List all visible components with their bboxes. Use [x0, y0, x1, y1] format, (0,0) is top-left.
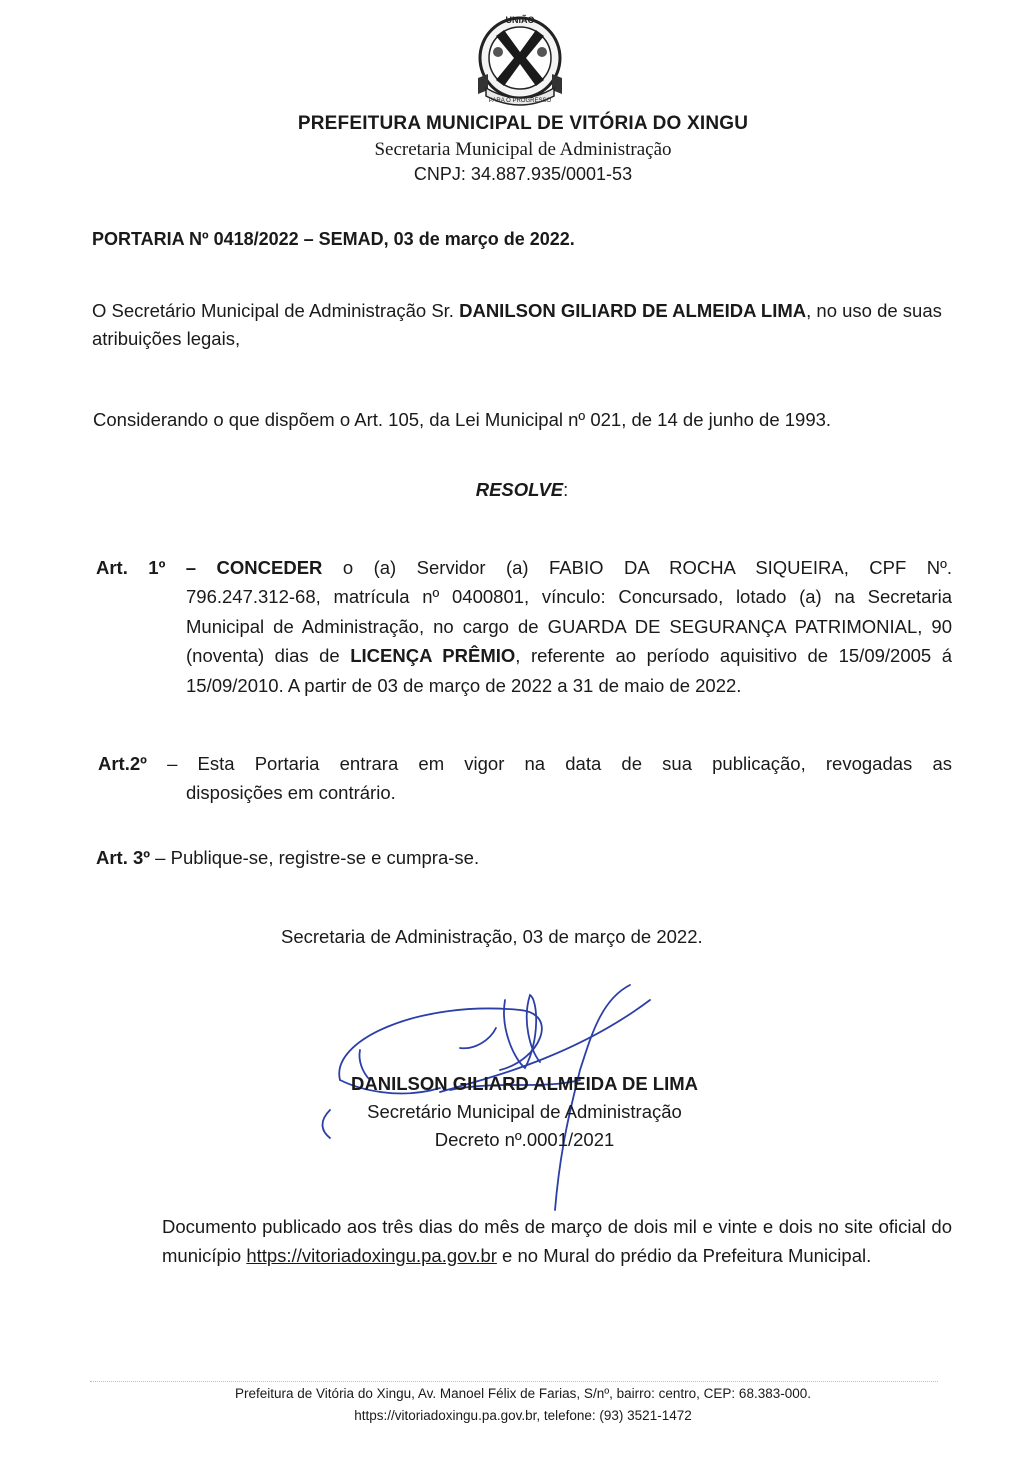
article-1-first-line-text: o (a) Servidor (a) FABIO DA ROCHA SIQUEIRA, CPF Nº.	[322, 557, 953, 578]
article-2-body: disposições em contrário.	[186, 782, 396, 803]
article-1-label: Art. 1º –	[96, 557, 197, 578]
header-title: PREFEITURA MUNICIPAL DE VITÓRIA DO XINGU	[297, 113, 749, 134]
publication-text-before: Documento publicado aos três dias do mês de março de dois mil e vinte e dois no site oficial do município	[162, 1216, 952, 1266]
resolve-heading	[0, 479, 1028, 501]
article-3-text: – Publique-se, registre-se e cumpra-se.	[150, 847, 480, 868]
article-2-label: Art.2º	[98, 753, 147, 774]
considerando-paragraph: Considerando o que dispõem o Art. 105, da Lei Municipal nº 021, de 14 de junho de 1993.	[93, 409, 832, 430]
article-1-licenca-premio: LICENÇA PRÊMIO	[350, 645, 516, 666]
article-3-label: Art. 3º	[96, 847, 151, 868]
article-1-text-after: , referente ao período aquisitivo de 15/09/2005 á 15/09/2010. A partir de 03 de março de 2022 a 31 de maio de 2022.	[186, 645, 953, 696]
article-1-body	[186, 582, 952, 700]
intro-text-before: O Secretário Municipal de Administração Sr.	[92, 300, 460, 321]
footer-address: Prefeitura de Vitória do Xingu, Av. Manoel Félix de Farias, S/nº, bairro: centro, CEP: 68.383-000.	[235, 1386, 811, 1401]
signatory-role: Secretário Municipal de Administração	[367, 1101, 682, 1122]
header-subtitle: Secretaria Municipal de Administração	[374, 139, 672, 160]
date-line: Secretaria de Administração, 03 de março de 2022.	[281, 926, 703, 947]
article-2-first-line-text: – Esta Portaria entrara em vigor na data de sua publicação, revogadas as	[146, 753, 952, 774]
signatory-name: DANILSON GILIARD ALMEIDA DE LIMA	[350, 1073, 699, 1094]
secretary-name: DANILSON GILIARD DE ALMEIDA LIMA	[459, 300, 807, 321]
publication-note	[162, 1212, 952, 1270]
signatory-decree: Decreto nº.0001/2021	[434, 1129, 615, 1150]
intro-paragraph	[92, 297, 952, 353]
publication-text-after: e no Mural do prédio da Prefeitura Municipal.	[496, 1245, 872, 1266]
intro-text-after: , no uso de suas atribuições legais,	[92, 300, 942, 349]
header-cnpj: CNPJ: 34.887.935/0001-53	[413, 164, 633, 184]
svg-text:PARA O PROGRESSO: PARA O PROGRESSO	[488, 98, 552, 104]
handwritten-signature	[300, 980, 700, 1220]
municipal-crest-logo	[468, 8, 572, 112]
footer-contact: https://vitoriadoxingu.pa.gov.br, telefone: (93) 3521-1472	[354, 1408, 692, 1423]
resolve-word: RESOLVE	[475, 479, 564, 500]
footer-divider	[90, 1381, 938, 1382]
article-1-first-line	[96, 553, 952, 583]
svg-text:UNIÃO: UNIÃO	[505, 15, 535, 25]
article-3	[96, 843, 952, 873]
portaria-heading: PORTARIA Nº 0418/2022 – SEMAD, 03 de março de 2022.	[92, 229, 575, 249]
article-1-verb: CONCEDER	[216, 557, 323, 578]
resolve-colon: :	[563, 479, 569, 500]
article-2-first-line	[98, 749, 952, 779]
article-1-text-before: 796.247.312-68, matrícula nº 0400801, vínculo: Concursado, lotado (a) na Secretaria Municipal de Administração, no cargo de GUARDA DE SEGURANÇA PATRIMONIAL, 90 (noventa) dias de	[186, 586, 952, 666]
municipal-site-link[interactable]: https://vitoriadoxingu.pa.gov.br	[246, 1245, 497, 1266]
